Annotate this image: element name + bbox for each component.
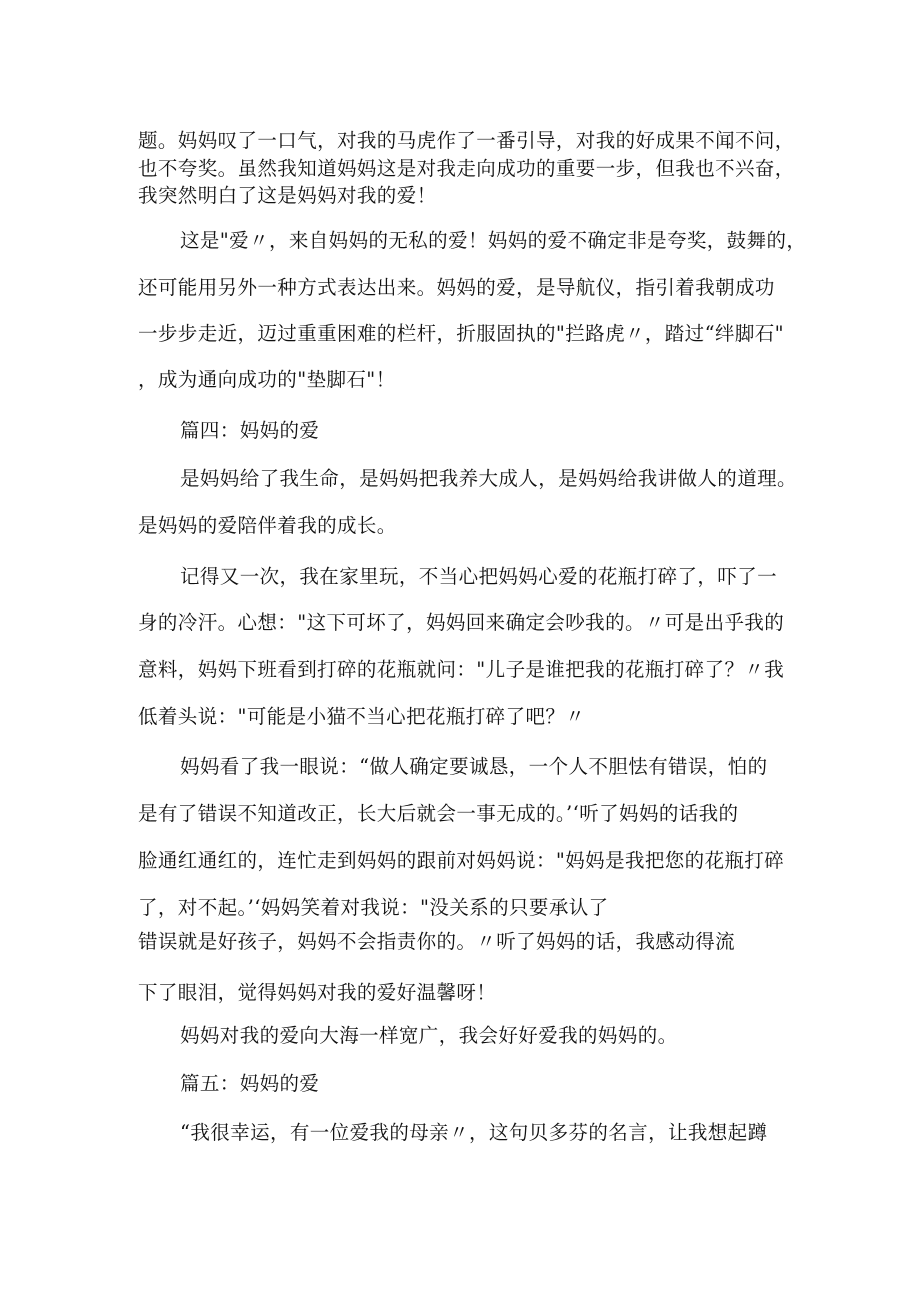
paragraph-first-line: 妈妈看了我一眼说：“做人确定要诚恳，一个人不胆怯有错误，怕的: [180, 755, 768, 778]
text-line: 我突然明白了这是妈妈对我的爱！: [138, 184, 437, 207]
text-line: 了，对不起。’‘妈妈笑着对我说："没关系的只要承认了: [138, 896, 609, 919]
text-line: 是有了错误不知道改正，长大后就会一事无成的。’‘听了妈妈的话我的: [138, 802, 739, 825]
paragraph-first-line: 记得又一次，我在家里玩，不当心把妈妈心爱的花瓶打碎了，吓了一: [180, 565, 778, 588]
paragraph-first-line: 是妈妈给了我生命，是妈妈把我养大成人，是妈妈给我讲做人的道理。: [180, 467, 797, 490]
text-line: ，成为通向成功的"垫脚石"！: [138, 368, 396, 391]
text-line: 题。妈妈叹了一口气，对我的马虎作了一番引导，对我的好成果不闻不问，: [138, 129, 795, 152]
text-line: 一步步走近，迈过重重困难的栏杆，折服固执的"拦路虎〃，踏过“绊脚石": [138, 322, 785, 345]
section-heading: 篇五：妈妈的爱: [180, 1072, 320, 1095]
text-line: 脸通红通红的，连忙走到妈妈的跟前对妈妈说："妈妈是我把您的花瓶打碎: [138, 849, 785, 872]
text-line: 身的冷汗。心想："这下可坏了，妈妈回来确定会吵我的。〃可是出乎我的: [138, 611, 785, 634]
paragraph-first-line: “我很幸运，有一位爱我的母亲〃，这句贝多芬的名言，让我想起蹲: [180, 1121, 768, 1144]
paragraph-first-line: 这是"爱〃，来自妈妈的无私的爱！妈妈的爱不确定非是夸奖，鼓舞的，: [180, 229, 807, 252]
section-heading: 篇四：妈妈的爱: [180, 419, 320, 442]
text-line: 也不夸奖。虽然我知道妈妈这是对我走向成功的重要一步，但我也不兴奋，: [138, 157, 795, 180]
text-line: 还可能用另外一种方式表达出来。妈妈的爱，是导航仪，指引着我朝成功: [138, 276, 775, 299]
text-line: 是妈妈的爱陪伴着我的成长。: [138, 514, 397, 537]
text-line: 低着头说："可能是小猫不当心把花瓶打碎了吧？〃: [138, 705, 586, 728]
text-line: 下了眼泪，觉得妈妈对我的爱好温馨呀！: [138, 981, 497, 1004]
text-line: 意料，妈妈下班看到打碎的花瓶就问："儿子是谁把我的花瓶打碎了？〃我: [138, 658, 785, 681]
text-line: 错误就是好孩子，妈妈不会指责你的。〃听了妈妈的话，我感动得流: [138, 930, 736, 953]
paragraph-first-line: 妈妈对我的爱向大海一样宽广，我会好好爱我的妈妈的。: [180, 1024, 678, 1047]
